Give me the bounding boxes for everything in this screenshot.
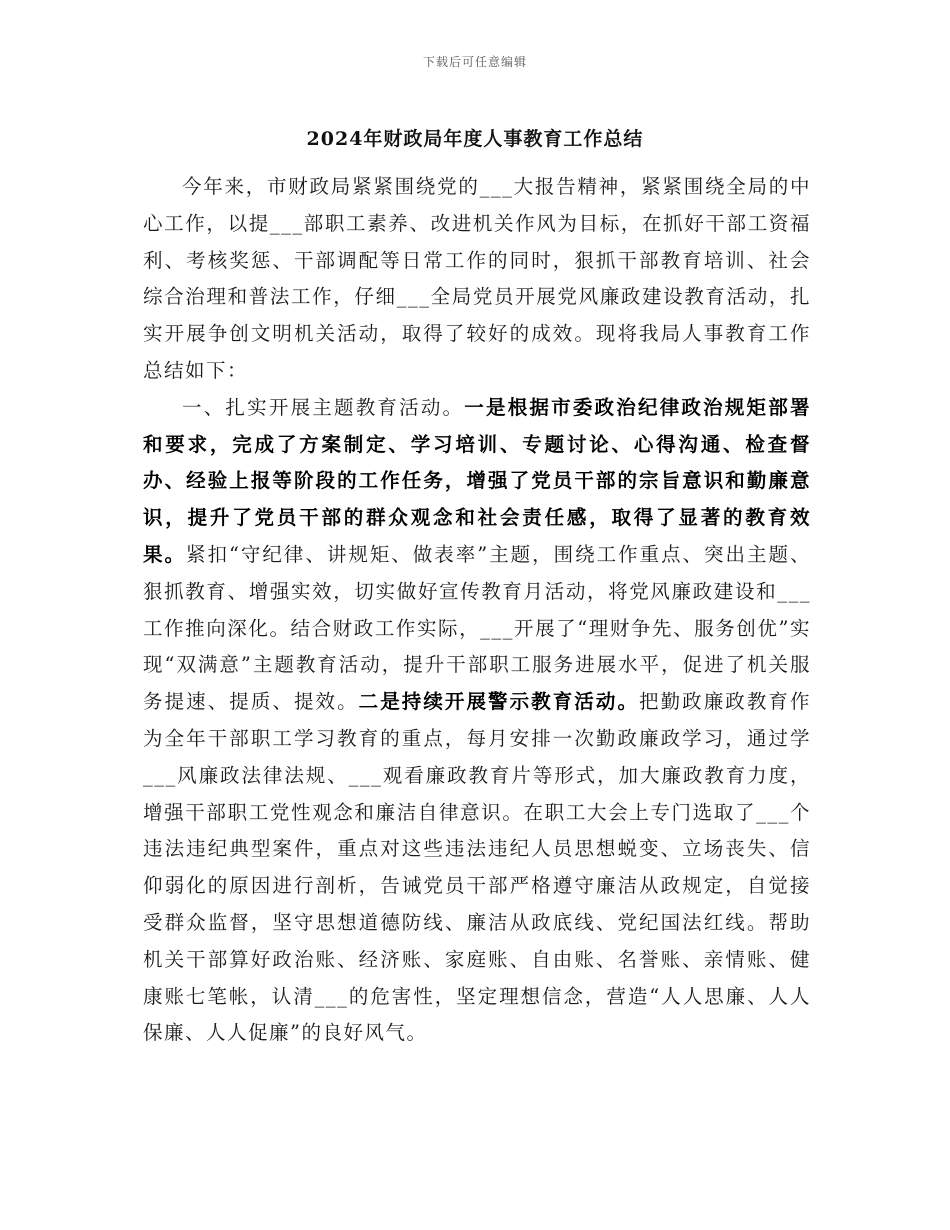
- point-2-bold-text: 二是持续开展警示教育活动。: [358, 690, 640, 714]
- intro-paragraph: 今年来，市财政局紧紧围绕党的___大报告精神，紧紧围绕全局的中心工作，以提___部职工素养、改进机关作风为目标，在抓好干部工资福利、考核奖惩、干部调配等日常工作的同时，狠抓干部教育培训、社会综合治理和普法工作，仔细___全局党员开展党风廉政建设教育活动，扎实开展争创文明机关活动，取得了较好的成效。现将我局人事教育工作总结如下：: [143, 175, 811, 382]
- point-1-body-text: 紧扣“守纪律、讲规矩、做表率”主题，围绕工作重点、突出主题、狠抓教育、增强实效，切实做好宣传教育月活动，将党风廉政建设和___工作推向深化。结合财政工作实际，___开展了“理财争先、服务创优”实现“双满意”主题教育活动，提升干部职工服务进展水平，促进了机关服务提速、提质、提效。: [143, 542, 811, 714]
- section-1-paragraph: [143, 390, 811, 1052]
- point-2-body-text: 把勤政廉政教育作为全年干部职工学习教育的重点，每月安排一次勤政廉政学习，通过学___风廉政法律法规、___观看廉政教育片等形式，加大廉政教育力度，增强干部职工党性观念和廉洁自律意识。在职工大会上专门选取了___个违法违纪典型案件，重点对这些违法违纪人员思想蜕变、立场丧失、信仰弱化的原因进行剖析，告诫党员干部严格遵守廉洁从政规定，自觉接受群众监督，坚守思想道德防线、廉洁从政底线、党纪国法红线。帮助机关干部算好政治账、经济账、家庭账、自由账、名誉账、亲情账、健康账七笔帐，认清___的危害性，坚定理想信念，营造“人人思廉、人人保廉、人人促廉”的良好风气。: [143, 690, 811, 1045]
- section-1-heading: 一、扎实开展主题教育活动。: [182, 395, 465, 419]
- document-title: 2024年财政局年度人事教育工作总结: [306, 128, 644, 150]
- point-1-bold-text: 一是根据市委政治纪律政治规矩部署和要求，完成了方案制定、学习培训、专题讨论、心得沟通、检查督办、经验上报等阶段的工作任务，增强了党员干部的宗旨意识和勤廉意识，提升了党员干部的群众观念和社会责任感，取得了显著的教育效果。: [143, 395, 811, 566]
- page-header-note: 下载后可任意编辑: [422, 55, 527, 69]
- document-body: [143, 169, 811, 1052]
